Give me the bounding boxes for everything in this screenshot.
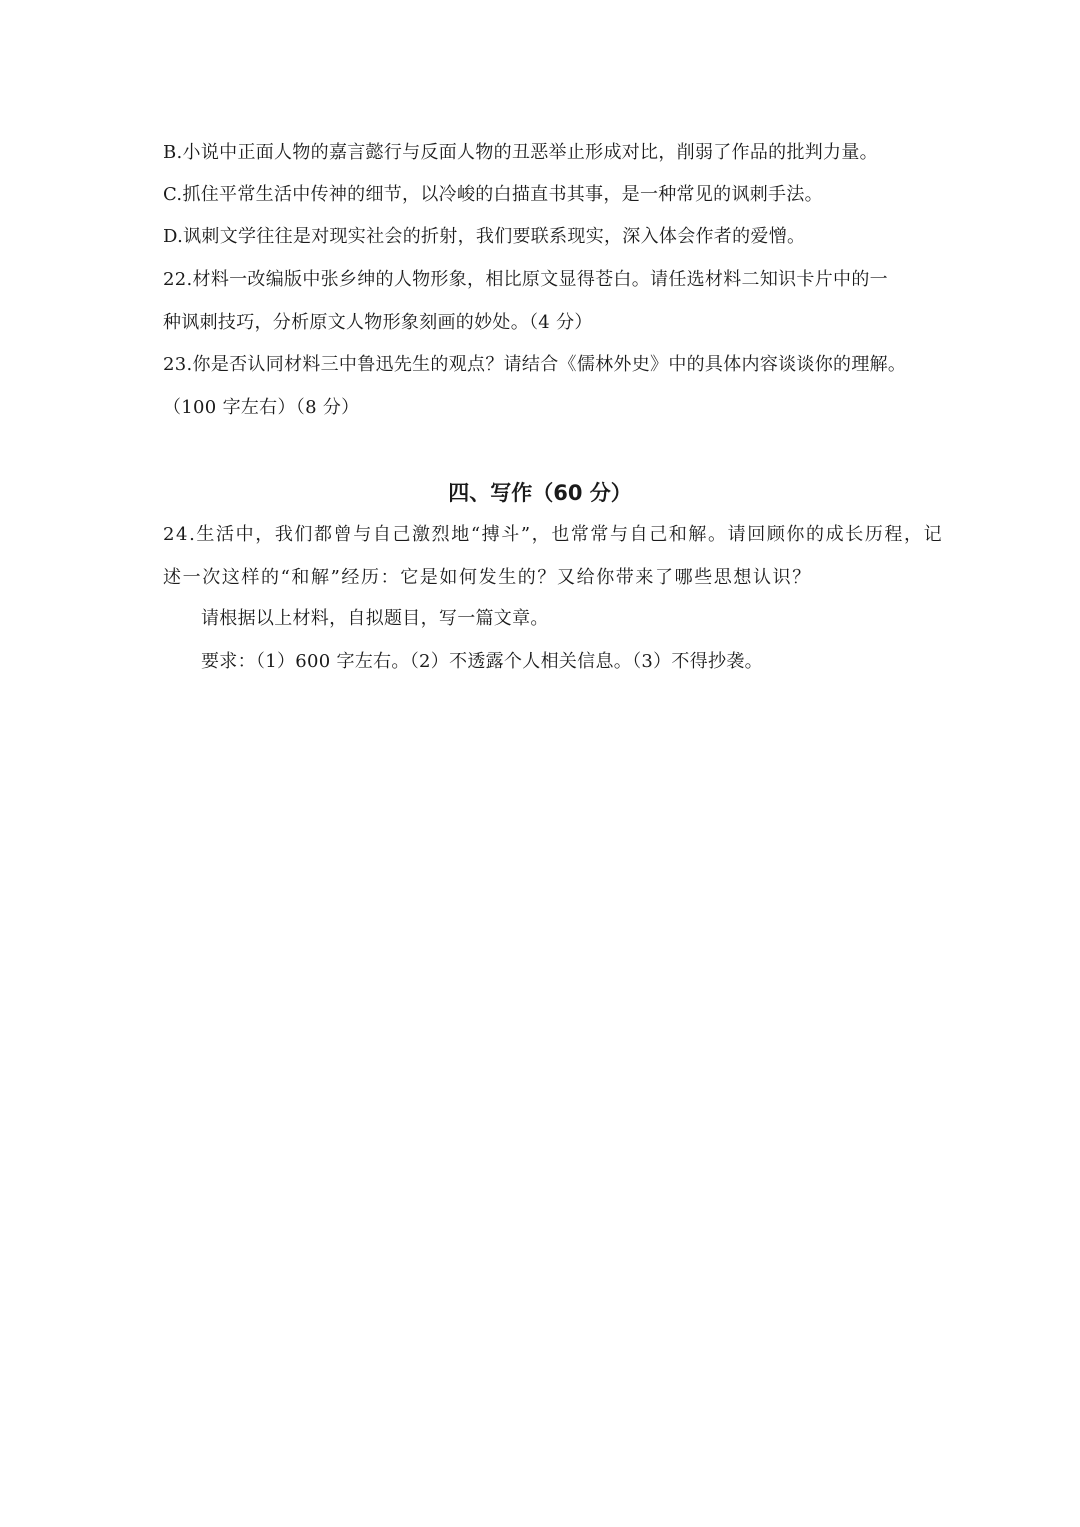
question-24-line-1: 24.生活中，我们都曾与自己激烈地“搏斗”，也常常与自己和解。请回顾你的成长历程，记 [163, 524, 944, 545]
option-b: B.小说中正面人物的嘉言懿行与反面人物的丑恶举止形成对比，削弱了作品的批判力量。 [163, 142, 878, 163]
question-22-line-1: 22.材料一改编版中张乡绅的人物形象，相比原文显得苍白。请任选材料二知识卡片中的一 [163, 269, 888, 290]
section-heading-writing: 四、写作（60 分） [448, 481, 632, 505]
writing-requirements: 要求：（1）600 字左右。（2）不透露个人相关信息。（3）不得抄袭。 [201, 651, 763, 672]
option-c: C.抓住平常生活中传神的细节，以冷峻的白描直书其事，是一种常见的讽刺手法。 [163, 184, 823, 205]
question-23-line-1: 23.你是否认同材料三中鲁迅先生的观点？请结合《儒林外史》中的具体内容谈谈你的理解。 [163, 354, 907, 375]
question-23-line-2: （100 字左右）（8 分） [163, 397, 360, 418]
question-24-line-2: 述一次这样的“和解”经历：它是如何发生的？又给你带来了哪些思想认识？ [163, 567, 812, 588]
option-d: D.讽刺文学往往是对现实社会的折射，我们要联系现实，深入体会作者的爱憎。 [163, 226, 806, 247]
question-22-line-2: 种讽刺技巧，分析原文人物形象刻画的妙处。（4 分） [163, 312, 593, 333]
writing-instruction: 请根据以上材料，自拟题目，写一篇文章。 [201, 608, 549, 629]
